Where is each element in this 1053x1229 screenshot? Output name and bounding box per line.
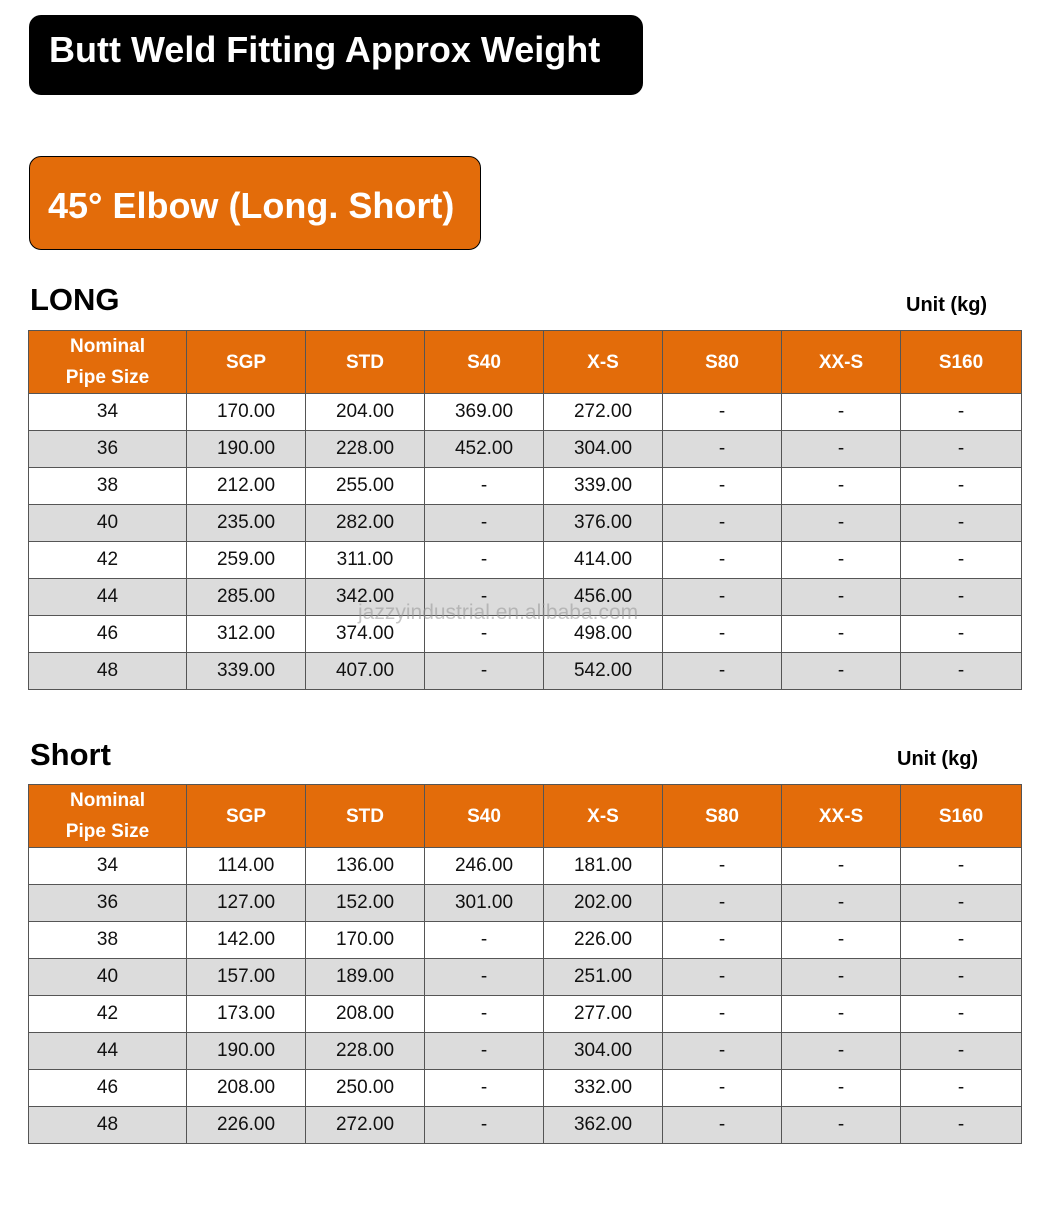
table-cell: 127.00 — [187, 885, 306, 922]
table-header-row — [29, 785, 1022, 848]
table-cell: 407.00 — [306, 653, 425, 690]
column-header-x-s: X-S — [544, 331, 663, 394]
table-cell: 304.00 — [544, 1033, 663, 1070]
table-cell: 173.00 — [187, 996, 306, 1033]
table-row — [29, 468, 1022, 505]
column-header-sgp: SGP — [187, 785, 306, 848]
column-header-nominal-pipe-size: Nominal Pipe Size — [29, 785, 187, 848]
table-cell: 34 — [29, 394, 187, 431]
table-cell: 38 — [29, 468, 187, 505]
table-cell: 374.00 — [306, 616, 425, 653]
table-row — [29, 505, 1022, 542]
watermark: jazzyindustrial.en.alibaba.com — [358, 601, 639, 624]
table-cell: - — [901, 996, 1022, 1033]
table-cell: 272.00 — [306, 1107, 425, 1144]
table-cell: 285.00 — [187, 579, 306, 616]
long-unit-label: Unit (kg) — [906, 294, 988, 316]
subtitle-banner — [29, 156, 481, 250]
table-cell: - — [663, 653, 782, 690]
table-cell: - — [901, 885, 1022, 922]
table-cell: - — [901, 1070, 1022, 1107]
table-cell: - — [663, 505, 782, 542]
table-cell: 251.00 — [544, 959, 663, 996]
table-cell: - — [663, 394, 782, 431]
table-cell: 157.00 — [187, 959, 306, 996]
table-row — [29, 653, 1022, 690]
column-header-s160: S160 — [901, 331, 1022, 394]
table-row — [29, 885, 1022, 922]
table-cell: - — [663, 885, 782, 922]
table-cell: - — [782, 885, 901, 922]
column-header-s160: S160 — [901, 785, 1022, 848]
page-title: Butt Weld Fitting Approx Weight — [49, 29, 601, 70]
table-cell: 250.00 — [306, 1070, 425, 1107]
table-cell: 498.00 — [544, 616, 663, 653]
table-cell: - — [901, 468, 1022, 505]
table-cell: - — [901, 616, 1022, 653]
column-header-s40: S40 — [425, 785, 544, 848]
table-row — [29, 1033, 1022, 1070]
table-cell: - — [782, 616, 901, 653]
table-cell: 181.00 — [544, 848, 663, 885]
table-row — [29, 922, 1022, 959]
table-cell: 228.00 — [306, 1033, 425, 1070]
table-cell: - — [663, 431, 782, 468]
table-cell: - — [663, 468, 782, 505]
long-weight-table — [28, 330, 1022, 690]
table-cell: - — [425, 505, 544, 542]
table-cell: - — [663, 959, 782, 996]
table-cell: 311.00 — [306, 542, 425, 579]
table-cell: - — [425, 468, 544, 505]
table-cell: - — [425, 996, 544, 1033]
table-cell: 42 — [29, 542, 187, 579]
table-cell: - — [425, 542, 544, 579]
table-row — [29, 996, 1022, 1033]
table-cell: - — [663, 996, 782, 1033]
table-cell: - — [663, 616, 782, 653]
table-cell: 189.00 — [306, 959, 425, 996]
table-cell: - — [663, 1070, 782, 1107]
table-cell: - — [425, 1107, 544, 1144]
table-cell: - — [901, 1107, 1022, 1144]
table-cell: - — [782, 959, 901, 996]
table-cell: 152.00 — [306, 885, 425, 922]
fitting-title: 45° Elbow (Long. Short) — [48, 185, 455, 226]
column-header-xx-s: XX-S — [782, 785, 901, 848]
table-cell: - — [782, 653, 901, 690]
table-cell: 38 — [29, 922, 187, 959]
table-cell: 136.00 — [306, 848, 425, 885]
table-cell: - — [901, 959, 1022, 996]
table-cell: 312.00 — [187, 616, 306, 653]
table-row — [29, 431, 1022, 468]
table-cell: - — [425, 922, 544, 959]
table-cell: 369.00 — [425, 394, 544, 431]
table-cell: 46 — [29, 616, 187, 653]
table-cell: - — [782, 996, 901, 1033]
table-cell: 255.00 — [306, 468, 425, 505]
table-cell: - — [663, 1107, 782, 1144]
table-cell: 212.00 — [187, 468, 306, 505]
table-cell: 542.00 — [544, 653, 663, 690]
table-cell: 226.00 — [544, 922, 663, 959]
table-row — [29, 1107, 1022, 1144]
table-cell: - — [782, 468, 901, 505]
table-cell: 246.00 — [425, 848, 544, 885]
column-header-sgp: SGP — [187, 331, 306, 394]
table-cell: 44 — [29, 1033, 187, 1070]
table-cell: - — [901, 431, 1022, 468]
table-cell: 40 — [29, 959, 187, 996]
table-cell: 304.00 — [544, 431, 663, 468]
short-unit-label: Unit (kg) — [897, 748, 979, 770]
table-cell: 342.00 — [306, 579, 425, 616]
long-section-label: LONG — [30, 282, 120, 317]
table-cell: 235.00 — [187, 505, 306, 542]
table-row — [29, 959, 1022, 996]
short-section-label: Short — [30, 737, 111, 772]
column-header-s80: S80 — [663, 331, 782, 394]
table-cell: 339.00 — [544, 468, 663, 505]
table-row — [29, 394, 1022, 431]
table-cell: 332.00 — [544, 1070, 663, 1107]
table-cell: - — [901, 505, 1022, 542]
table-cell: 208.00 — [306, 996, 425, 1033]
table-cell: 190.00 — [187, 431, 306, 468]
table-cell: - — [782, 394, 901, 431]
table-header-row — [29, 331, 1022, 394]
table-cell: - — [901, 653, 1022, 690]
table-row — [29, 1070, 1022, 1107]
table-cell: - — [901, 579, 1022, 616]
table-cell: - — [901, 1033, 1022, 1070]
table-cell: 362.00 — [544, 1107, 663, 1144]
table-cell: - — [782, 431, 901, 468]
table-cell: 36 — [29, 885, 187, 922]
table-cell: - — [663, 848, 782, 885]
table-cell: - — [782, 848, 901, 885]
table-cell: 34 — [29, 848, 187, 885]
table-cell: - — [782, 922, 901, 959]
table-cell: - — [425, 579, 544, 616]
table-cell: 44 — [29, 579, 187, 616]
table-cell: - — [425, 1070, 544, 1107]
table-cell: 36 — [29, 431, 187, 468]
table-cell: 40 — [29, 505, 187, 542]
table-cell: - — [782, 1070, 901, 1107]
table-cell: - — [663, 922, 782, 959]
column-header-x-s: X-S — [544, 785, 663, 848]
short-weight-table — [28, 784, 1022, 1144]
column-header-std: STD — [306, 785, 425, 848]
table-cell: 226.00 — [187, 1107, 306, 1144]
table-cell: 190.00 — [187, 1033, 306, 1070]
table-cell: 259.00 — [187, 542, 306, 579]
column-header-std: STD — [306, 331, 425, 394]
table-cell: 282.00 — [306, 505, 425, 542]
table-cell: - — [425, 616, 544, 653]
table-cell: - — [782, 542, 901, 579]
table-cell: 204.00 — [306, 394, 425, 431]
table-cell: - — [901, 922, 1022, 959]
table-cell: 452.00 — [425, 431, 544, 468]
table-cell: - — [663, 579, 782, 616]
column-header-s80: S80 — [663, 785, 782, 848]
table-cell: 414.00 — [544, 542, 663, 579]
table-cell: - — [782, 1033, 901, 1070]
table-cell: - — [901, 542, 1022, 579]
table-cell: 277.00 — [544, 996, 663, 1033]
table-row — [29, 542, 1022, 579]
table-cell: 208.00 — [187, 1070, 306, 1107]
table-cell: 46 — [29, 1070, 187, 1107]
table-cell: 48 — [29, 653, 187, 690]
column-header-nominal-pipe-size: Nominal Pipe Size — [29, 331, 187, 394]
table-cell: 48 — [29, 1107, 187, 1144]
table-cell: - — [782, 1107, 901, 1144]
column-header-xx-s: XX-S — [782, 331, 901, 394]
title-banner — [29, 15, 643, 95]
table-cell: - — [663, 542, 782, 579]
table-cell: - — [782, 579, 901, 616]
table-cell: - — [901, 394, 1022, 431]
table-cell: 42 — [29, 996, 187, 1033]
table-cell: 142.00 — [187, 922, 306, 959]
table-cell: 272.00 — [544, 394, 663, 431]
table-cell: - — [425, 959, 544, 996]
table-cell: - — [782, 505, 901, 542]
table-row — [29, 848, 1022, 885]
table-cell: - — [663, 1033, 782, 1070]
table-cell: 456.00 — [544, 579, 663, 616]
table-cell: 301.00 — [425, 885, 544, 922]
table-cell: 170.00 — [187, 394, 306, 431]
table-cell: - — [425, 1033, 544, 1070]
table-cell: 339.00 — [187, 653, 306, 690]
column-header-s40: S40 — [425, 331, 544, 394]
table-cell: 114.00 — [187, 848, 306, 885]
table-cell: - — [425, 653, 544, 690]
table-cell: - — [901, 848, 1022, 885]
table-cell: 228.00 — [306, 431, 425, 468]
table-cell: 376.00 — [544, 505, 663, 542]
table-cell: 202.00 — [544, 885, 663, 922]
table-cell: 170.00 — [306, 922, 425, 959]
